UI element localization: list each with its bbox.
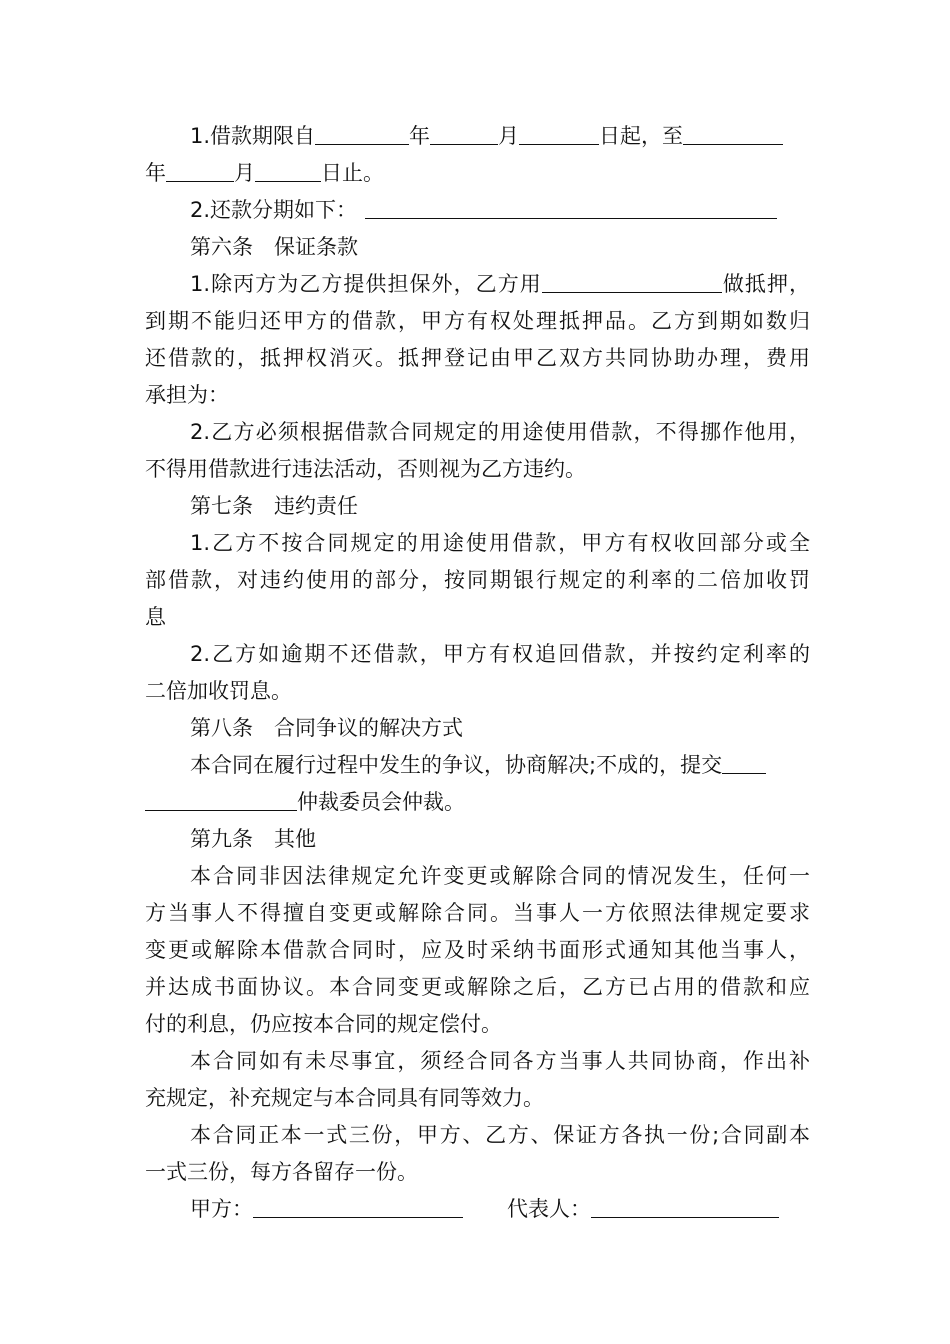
start-day-blank[interactable] xyxy=(519,122,599,145)
month-label: 月 xyxy=(498,124,520,148)
end-year-blank[interactable] xyxy=(683,122,783,145)
start-month-blank[interactable] xyxy=(430,122,498,145)
clause-6-text-line: 还借款的，抵押权消灭。抵押登记由甲乙双方共同协助办理，费用 xyxy=(145,346,810,370)
clause-6-text-line: 到期不能归还甲方的借款，甲方有权处理抵押品。乙方到期如数归 xyxy=(145,309,810,333)
start-year-blank[interactable] xyxy=(315,122,409,145)
repayment-blank[interactable] xyxy=(365,196,777,219)
loan-term-line-1 xyxy=(145,118,810,155)
end-month-label: 月 xyxy=(234,161,255,185)
clause-9-text-line: 变更或解除本借款合同时，应及时采纳书面形式通知其他当事人， xyxy=(145,938,810,962)
arbitration-blank-a[interactable] xyxy=(722,751,766,774)
clause-7-text-line: 2.乙方如逾期不还借款，甲方有权追回借款，并按约定利率的 xyxy=(190,642,810,666)
clause-9-text-line: 方当事人不得擅自变更或解除合同。当事人一方依照法律规定要求 xyxy=(145,901,810,925)
loan-term-label: 1.借款期限自 xyxy=(190,124,316,148)
clause-6-heading: 第六条 保证条款 xyxy=(190,235,358,259)
contract-page xyxy=(145,118,810,1228)
clause-7-text-line: 二倍加收罚息。 xyxy=(145,679,292,703)
clause-9-text-line: 付的利息，仍应按本合同的规定偿付。 xyxy=(145,1012,502,1036)
collateral-blank[interactable] xyxy=(542,270,722,293)
clause-9-text-line: 本合同正本一式三份，甲方、乙方、保证方各执一份;合同副本 xyxy=(190,1123,810,1147)
clause-7-heading: 第七条 违约责任 xyxy=(190,494,358,518)
end-day-blank[interactable] xyxy=(255,159,321,182)
clause-9-text-line: 充规定，补充规定与本合同具有同等效力。 xyxy=(145,1086,544,1110)
signature-line xyxy=(145,1191,810,1228)
clause-6-text-line: 承担为： xyxy=(145,383,229,407)
clause-8-heading: 第八条 合同争议的解决方式 xyxy=(190,716,463,740)
end-year-label: 年 xyxy=(145,161,166,185)
year-label: 年 xyxy=(409,124,431,148)
loan-term-line-2 xyxy=(145,155,810,192)
clause-9-text-line: 本合同如有未尽事宜，须经合同各方当事人共同协商，作出补 xyxy=(190,1049,810,1073)
clause-7-text-line: 1.乙方不按合同规定的用途使用借款，甲方有权收回部分或全 xyxy=(190,531,810,555)
representative-label: 代表人： xyxy=(507,1197,591,1221)
party-a-blank[interactable] xyxy=(253,1195,463,1218)
clause-6-item-1-line xyxy=(145,266,810,303)
repayment-line xyxy=(145,192,810,229)
clause-9-heading: 第九条 其他 xyxy=(190,827,316,851)
clause-8-line-1 xyxy=(145,747,810,784)
start-day-label: 日起，至 xyxy=(599,124,684,148)
end-month-blank[interactable] xyxy=(166,159,234,182)
end-day-label: 日止。 xyxy=(321,161,384,185)
party-a-label: 甲方： xyxy=(190,1197,253,1221)
representative-blank[interactable] xyxy=(591,1195,779,1218)
repayment-label: 2.还款分期如下： xyxy=(190,198,358,222)
collateral-text: 1.除丙方为乙方提供担保外，乙方用 xyxy=(190,272,542,296)
clause-6-item-2-line: 不得用借款进行违法活动，否则视为乙方违约。 xyxy=(145,457,586,481)
clause-9-text-line: 一式三份，每方各留存一份。 xyxy=(145,1160,418,1184)
arbitration-blank-b[interactable] xyxy=(145,788,297,811)
clause-9-text-line: 本合同非因法律规定允许变更或解除合同的情况发生，任何一 xyxy=(190,864,810,888)
arbitration-suffix: 仲裁委员会仲裁。 xyxy=(297,790,465,814)
clause-7-text-line: 息 xyxy=(145,605,166,629)
collateral-suffix: 做抵押， xyxy=(721,272,811,296)
clause-7-text-line: 部借款，对违约使用的部分，按同期银行规定的利率的二倍加收罚 xyxy=(145,568,810,592)
clause-8-line-2 xyxy=(145,784,810,821)
clause-9-text-line: 并达成书面协议。本合同变更或解除之后，乙方已占用的借款和应 xyxy=(145,975,810,999)
arbitration-text: 本合同在履行过程中发生的争议，协商解决;不成的，提交 xyxy=(190,753,723,777)
clause-6-item-2-line: 2.乙方必须根据借款合同规定的用途使用借款，不得挪作他用， xyxy=(190,420,810,444)
